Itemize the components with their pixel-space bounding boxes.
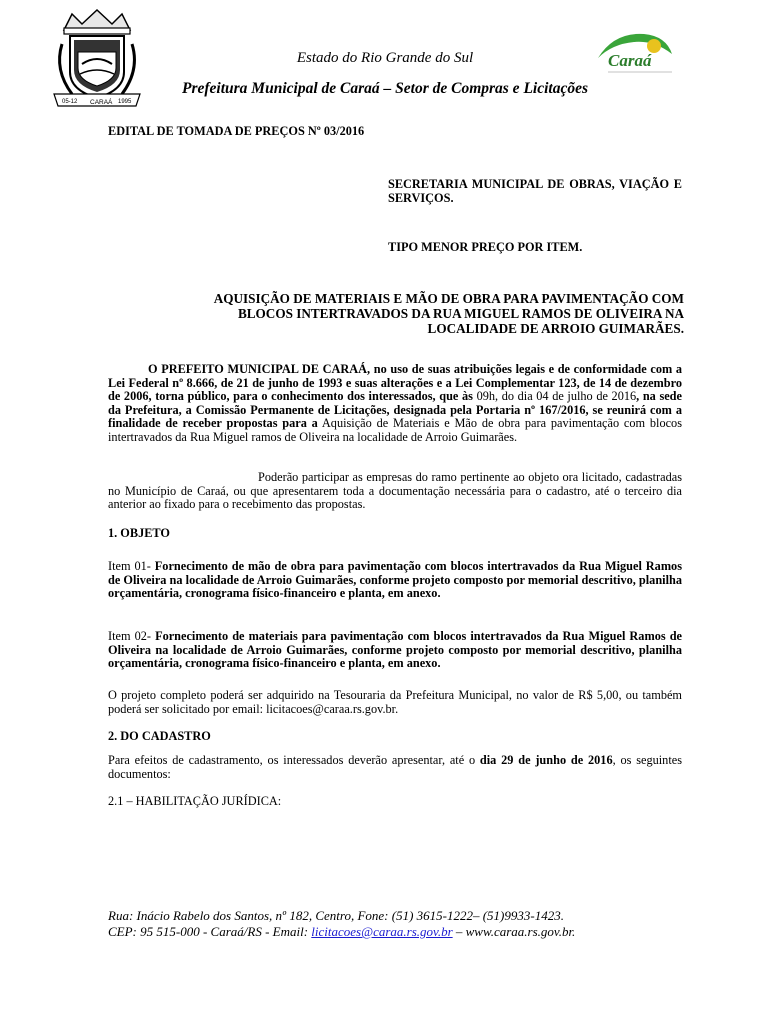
secretaria: SECRETARIA MUNICIPAL DE OBRAS, VIAÇÃO E SERVIÇOS.	[388, 177, 682, 205]
participation-text: Poderão participar as empresas do ramo pertinente ao objeto ora licitado, cadastradas no Município de Caraá, ou que apresentarem toda a documentação necessária para o cadastro, até o terceiro dia anterior ao fixado para o recebimento das propostas.	[108, 470, 682, 512]
state-name: Estado do Rio Grande do Sul	[296, 50, 474, 66]
item-02	[108, 630, 682, 671]
cadastro-paragraph	[108, 754, 682, 781]
item-02-text: Fornecimento de materiais para pavimentação com blocos intertravados da Rua Miguel Ramos de Oliveira na localidade de Arroio Guimarães, conforme projeto composto por memorial descritivo, planilha orçamentária, cronograma físico-financeiro e planta, em anexo.	[108, 629, 682, 671]
habilitacao-juridica-heading: 2.1 – HABILITAÇÃO JURÍDICA:	[108, 794, 282, 808]
footer-address	[108, 908, 708, 940]
acquisition-line-1: AQUISIÇÃO DE MATERIAIS E MÃO DE OBRA PARA PAVIMENTAÇÃO COM	[213, 291, 684, 306]
footer-line-2	[108, 924, 708, 940]
item-02-label: Item 02-	[108, 629, 156, 643]
footer-line-1: Rua: Inácio Rabelo dos Santos, nº 182, Centro, Fone: (51) 3615-1222– (51)9933-1423.	[108, 908, 564, 923]
footer-website: – www.caraa.rs.gov.br.	[452, 924, 576, 939]
project-paragraph: O projeto completo poderá ser adquirido na Tesouraria da Prefeitura Municipal, no valor de R$ 5,00, ou também poderá ser solicitado por email: licitacoes@caraa.rs.gov.br.	[108, 688, 682, 716]
prefeito-bold-1: O PREFEITO MUNICIPAL DE CARAÁ, no uso de suas atribuições legais e de conformidade com a Lei Federal nº 8.666, de 21 de junho de 1993 e suas alterações e a Lei Complementar 123, de 14 de dezembro de 2006, torna público, para o conhecimento dos interessados, que às	[108, 362, 682, 404]
footer-cep: CEP: 95 515-000 - Caraá/RS - Email:	[108, 924, 312, 939]
prefeito-time: 09h, do dia 04 de julho de 2016	[472, 389, 637, 404]
tipo: TIPO MENOR PREÇO POR ITEM.	[388, 240, 583, 254]
cadastro-text-1: Para efeitos de cadastramento, os interessados deverão apresentar, até o	[108, 753, 480, 767]
item-01-text: Fornecimento de mão de obra para pavimentação com blocos intertravados da Rua Miguel Ramos de Oliveira na localidade de Arroio Guimarães, conforme projeto composto por memorial descritivo, planilha orçamentária, cronograma físico-financeiro e planta, em anexo.	[108, 559, 682, 601]
svg-text:CARAÁ: CARAÁ	[90, 99, 113, 106]
cadastro-date: dia 29 de junho de 2016	[479, 753, 613, 767]
prefeito-paragraph	[108, 363, 682, 445]
edital-title: EDITAL DE TOMADA DE PREÇOS Nº 03/2016	[108, 124, 365, 138]
section-cadastro-heading: 2. DO CADASTRO	[108, 729, 211, 743]
cadastro-text-2: , os seguintes documentos:	[108, 753, 682, 781]
prefeito-object: Aquisição de Materiais e Mão de obra para pavimentação com blocos intertravados da Rua Miguel ramos de Oliveira na localidade de Arroio Guimarães.	[108, 416, 682, 444]
svg-text:05-12: 05-12	[62, 99, 78, 105]
acquisition-title	[108, 291, 684, 336]
section-objeto-heading: 1. OBJETO	[108, 526, 170, 540]
footer-email-link[interactable]: licitacoes@caraa.rs.gov.br	[311, 924, 453, 939]
item-01-label: Item 01-	[108, 559, 155, 573]
item-01	[108, 560, 682, 601]
prefeito-bold-2: , na sede da Prefeitura, a Comissão Permanente de Licitações, designada pela Portaria nº 167/2016, se reunirá com a finalidade de receber propostas para a	[108, 389, 682, 431]
svg-text:Caraá: Caraá	[608, 51, 652, 70]
office-name: Prefeitura Municipal de Caraá – Setor de Compras e Licitações	[182, 80, 588, 97]
participation-paragraph	[108, 471, 682, 512]
acquisition-line-2: BLOCOS INTERTRAVADOS DA RUA MIGUEL RAMOS DE OLIVEIRA NA	[237, 306, 684, 321]
acquisition-line-3: LOCALIDADE DE ARROIO GUIMARÃES.	[427, 321, 684, 336]
svg-text:1995: 1995	[118, 99, 132, 105]
